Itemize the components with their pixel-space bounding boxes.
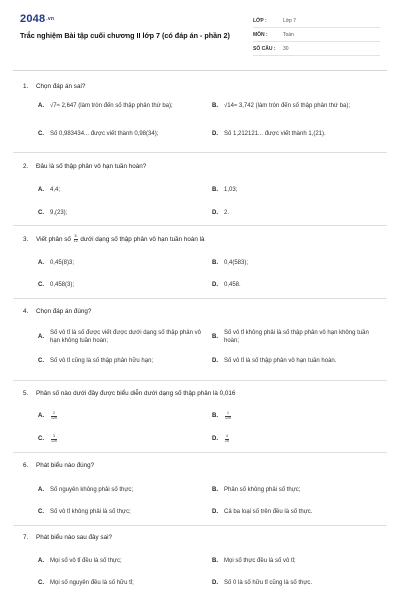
question-number: 5. xyxy=(23,390,29,397)
question-stem xyxy=(23,390,235,397)
option-fraction xyxy=(224,435,230,444)
question-divider xyxy=(13,298,387,299)
option-letter: D. xyxy=(212,131,218,137)
logo-main: 2048 xyxy=(20,13,46,25)
page-header xyxy=(0,0,400,70)
option-letter: C. xyxy=(38,436,44,442)
logo-suffix: .vn xyxy=(46,16,55,23)
option-text: Số nguyên không phải số thực; xyxy=(50,487,134,493)
question-text: Phát biểu nào sau đây sai? xyxy=(36,534,112,541)
option-letter: B. xyxy=(212,334,218,340)
option-letter: D. xyxy=(212,509,218,515)
option-text: 0,458(3); xyxy=(50,282,75,288)
option-letter: C. xyxy=(38,509,44,515)
option-text: 0,45(8)3; xyxy=(50,260,75,266)
option-text: 0,458. xyxy=(224,282,241,288)
option-text: Mọi số vô tỉ đều là số thực; xyxy=(50,558,122,564)
option-text: Số vô tỉ là số thập phân vô hạn tuần hoàn. xyxy=(224,358,337,364)
info-row-class xyxy=(253,14,380,28)
option-letter: A. xyxy=(38,558,44,564)
option-letter: D. xyxy=(212,580,218,586)
option-a[interactable] xyxy=(38,329,208,347)
option-text: 1,03; xyxy=(224,187,238,193)
question-number: 7. xyxy=(23,534,29,541)
info-value: 30 xyxy=(283,45,289,52)
option-letter: B. xyxy=(212,187,218,193)
question-text: Phân số nào dưới đây được biểu diễn dưới dạng số thập phân là 0,016 xyxy=(36,390,236,397)
fraction-numerator: 2 xyxy=(52,411,55,415)
question-stem xyxy=(23,534,112,541)
option-letter: A. xyxy=(38,260,44,266)
header-divider xyxy=(13,70,387,71)
question-divider xyxy=(13,525,387,526)
fraction-denominator: 12 xyxy=(73,238,78,243)
option-text: Mọi số nguyên đều là số hữu tỉ; xyxy=(50,580,134,586)
info-table xyxy=(253,14,380,56)
question-divider xyxy=(13,380,387,381)
info-label: LỚP : xyxy=(253,17,267,24)
question-text: Đâu là số thập phân vô hạn tuần hoàn? xyxy=(36,163,147,170)
option-letter: A. xyxy=(38,413,44,419)
stem-fraction xyxy=(74,235,78,244)
option-letter: C. xyxy=(38,131,44,137)
question-divider xyxy=(13,452,387,453)
option-b[interactable] xyxy=(212,329,382,347)
option-text: √7≈ 2,647 (làm tròn đến số thập phân thứ ba); xyxy=(50,103,173,109)
option-text: Số 0 là số hữu tỉ cũng là số thực. xyxy=(224,580,313,586)
option-text: Số 0,983434... được viết thành 0,98(34); xyxy=(50,131,159,137)
option-fraction xyxy=(224,412,232,421)
option-letter: C. xyxy=(38,580,44,586)
option-text: Phân số không phải số thực; xyxy=(224,487,301,493)
question-divider xyxy=(13,152,387,153)
option-fraction xyxy=(50,412,58,421)
option-text: √14≈ 3,742 (làm tròn đến số thập phân thứ ba); xyxy=(224,103,351,109)
option-letter: B. xyxy=(212,260,218,266)
option-letter: D. xyxy=(212,358,218,364)
option-letter: D. xyxy=(212,210,218,216)
info-row-subject xyxy=(253,28,380,42)
fraction-denominator: 125 xyxy=(51,438,57,443)
info-value: Toán xyxy=(283,31,294,38)
option-text: 2. xyxy=(224,210,230,216)
question-number: 6. xyxy=(23,462,29,469)
option-letter: B. xyxy=(212,413,218,419)
option-text: 0,4(583); xyxy=(224,260,249,266)
question-stem xyxy=(23,235,205,244)
info-row-count xyxy=(253,42,380,56)
question-number: 1. xyxy=(23,83,29,90)
fraction-numerator: 1 xyxy=(226,411,229,415)
option-letter: B. xyxy=(212,558,218,564)
option-letter: B. xyxy=(212,103,218,109)
fraction-numerator: 5 xyxy=(74,234,77,238)
option-letter: C. xyxy=(38,210,44,216)
question-number: 4. xyxy=(23,308,29,315)
question-text: Phát biểu nào đúng? xyxy=(36,462,95,469)
option-letter: A. xyxy=(38,487,44,493)
info-label: SỐ CÂU : xyxy=(253,45,276,52)
option-letter: D. xyxy=(212,282,218,288)
option-text: Số 1,212121... được viết thành 1,(21). xyxy=(224,131,326,137)
option-text: Số vô tỉ không phải là số thập phân vô hạn không tuần hoàn; xyxy=(224,330,369,344)
option-letter: D. xyxy=(212,436,218,442)
question-stem xyxy=(23,308,91,315)
option-letter: B. xyxy=(212,487,218,493)
question-stem xyxy=(23,163,146,170)
page-title: Trắc nghiệm Bài tập cuối chương II lớp 7 (có đáp án - phần 2) xyxy=(20,31,230,40)
fraction-denominator: 25 xyxy=(225,438,229,443)
question-text: Chọn đáp án đúng? xyxy=(36,308,92,315)
info-value: Lớp 7 xyxy=(283,17,297,24)
option-text: Số vô tỉ là số được viết được dưới dạng số thập phân vô hạn không tuần hoàn; xyxy=(50,330,201,344)
option-text: Số vô tỉ cũng là số thập phân hữu hạn; xyxy=(50,358,154,364)
question-number: 2. xyxy=(23,163,29,170)
option-letter: C. xyxy=(38,282,44,288)
question-text: dưới dạng số thập phân vô hạn tuần hoàn là xyxy=(80,235,205,243)
question-number: 3. xyxy=(23,235,29,243)
info-label: MÔN : xyxy=(253,31,268,38)
fraction-denominator: 125 xyxy=(51,415,57,420)
question-divider xyxy=(13,225,387,226)
question-text: Chọn đáp án sai? xyxy=(36,83,86,90)
fraction-denominator: 125 xyxy=(225,415,231,420)
option-text: Số vô tỉ không phải là số thực; xyxy=(50,509,131,515)
fraction-numerator: 3 xyxy=(52,434,55,438)
option-letter: C. xyxy=(38,358,44,364)
fraction-numerator: 4 xyxy=(225,434,228,438)
option-letter: A. xyxy=(38,334,44,340)
option-letter: A. xyxy=(38,103,44,109)
question-stem xyxy=(23,83,85,90)
option-fraction xyxy=(50,435,58,444)
option-text: 9,(23); xyxy=(50,210,68,216)
site-logo[interactable] xyxy=(20,13,54,25)
question-text: Viết phân số xyxy=(36,235,71,243)
option-text: Mọi số thực đều là số vô tỉ; xyxy=(224,558,296,564)
option-letter: A. xyxy=(38,187,44,193)
question-stem xyxy=(23,462,94,469)
option-text: 4,4; xyxy=(50,187,61,193)
option-text: Cả ba loại số trên đều là số thực. xyxy=(224,509,313,515)
